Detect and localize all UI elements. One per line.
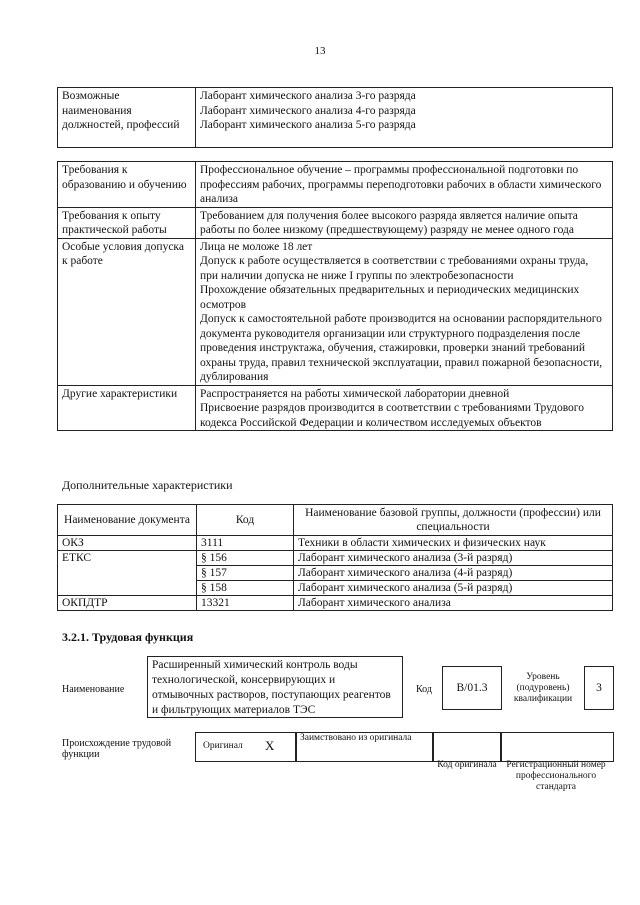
job-title: Лаборант химического анализа 5-го разряда: [200, 119, 416, 131]
origin-code-cell: [432, 732, 502, 762]
requirement-line: Лица не моложе 18 лет: [200, 240, 313, 253]
requirements-table: [57, 161, 613, 431]
requirement-value: [196, 238, 613, 385]
requirement-value: [196, 385, 613, 431]
requirement-label: Другие характеристики: [58, 385, 196, 431]
table-header-row: [58, 505, 613, 536]
table-cell: ЕТКС: [58, 551, 197, 596]
requirement-label: Требования к опыту практической работы: [58, 207, 196, 238]
level-label: Уровень (подуровень) квалификации: [513, 672, 573, 704]
requirement-line: Присвоение разрядов производится в соответствии с требованиями Трудового кодекса Российской Федерации и количеством исследуемых объектов: [200, 402, 584, 429]
requirement-line: Допуск к самостоятельной работе производится на основании распорядительного документа руководителя организации или структурного подразделения после проведения инструктажа, обучения, стажировки, проверки знаний требований охраны труда, правил технической эксплуатации, правил пожарной безопасности, дублирования: [200, 313, 603, 383]
table-cell: ОКПДТР: [58, 596, 197, 611]
table-cell: Лаборант химического анализа: [294, 596, 613, 611]
job-title: Лаборант химического анализа 4-го разряда: [200, 104, 416, 117]
table-cell: Техники в области химических и физических наук: [294, 536, 613, 551]
origin-label: Происхождение трудовой функции: [62, 738, 172, 760]
requirement-line: Распространяется на работы химической лаборатории дневной: [200, 387, 510, 400]
reg-number-label: Регистрационный номер профессионального стандарта: [506, 760, 606, 792]
table-cell: § 157: [197, 566, 294, 581]
table-cell: 13321: [197, 596, 294, 611]
requirement-line: Допуск к работе осуществляется в соответствии с требованиями охраны труда, при наличии допуска не ниже I группы по электробезопасности: [200, 255, 589, 282]
table-row: [58, 385, 613, 431]
name-label: Наименование: [62, 684, 125, 695]
function-name-box: [147, 656, 403, 718]
requirement-value: [196, 207, 613, 238]
table-cell: Лаборант химического анализа (5-й разряд): [294, 581, 613, 596]
table-cell: Лаборант химического анализа (4-й разряд): [294, 566, 613, 581]
table-cell: § 158: [197, 581, 294, 596]
original-label: Оригинал: [203, 741, 243, 751]
code-value: B/01.3: [456, 682, 488, 694]
code-label: Код: [416, 684, 432, 695]
table-row: [58, 162, 613, 208]
requirement-label: Особые условия допуска к работе: [58, 238, 196, 385]
level-box: [584, 666, 614, 710]
table-cell: § 156: [197, 551, 294, 566]
requirement-line: Требованием для получения более высокого разряда является наличие опыта работы по более низкому (предшествующему) разряду не менее одного года: [200, 209, 578, 236]
table-cell: ОКЗ: [58, 536, 197, 551]
table-row: [58, 551, 613, 566]
level-value: 3: [596, 682, 602, 694]
requirement-line: Прохождение обязательных предварительных и периодических медицинских осмотров: [200, 284, 580, 311]
job-titles-values: [196, 88, 613, 148]
code-box: [442, 666, 502, 710]
column-header: Наименование документа: [58, 505, 197, 536]
borrowed-label: Заимствовано из оригинала: [300, 733, 412, 743]
page-number: 13: [314, 45, 326, 57]
requirement-label: Требования к образованию и обучению: [58, 162, 196, 208]
column-header: Наименование базовой группы, должности (профессии) или специальности: [294, 505, 613, 536]
column-header: Код: [197, 505, 294, 536]
additional-table: [57, 504, 613, 611]
table-row: [58, 207, 613, 238]
requirement-value: [196, 162, 613, 208]
table-cell: Лаборант химического анализа (3-й разряд): [294, 551, 613, 566]
job-title: Лаборант химического анализа 3-го разряда: [200, 90, 416, 102]
additional-heading: Дополнительные характеристики: [62, 478, 233, 492]
section-heading: 3.2.1. Трудовая функция: [62, 630, 194, 644]
table-row: [58, 536, 613, 551]
requirement-line: Профессиональное обучение – программы профессиональной подготовки по профессиям рабочих, программы переподготовки рабочих в области химического анализа: [200, 164, 602, 205]
reg-number-cell: [500, 732, 614, 762]
job-titles-label: Возможные наименования должностей, профессий: [58, 88, 196, 148]
origin-code-label: Код оригинала: [437, 760, 497, 770]
original-mark: X: [265, 738, 275, 753]
table-row: [58, 596, 613, 611]
table-row: [58, 238, 613, 385]
job-titles-table: [57, 87, 613, 148]
function-name: Расширенный химический контроль воды технологической, консервирующих и отмывочных растворов, поступающих реагентов и фильтрующих материалов ТЭС: [152, 659, 391, 716]
table-cell: 3111: [197, 536, 294, 551]
